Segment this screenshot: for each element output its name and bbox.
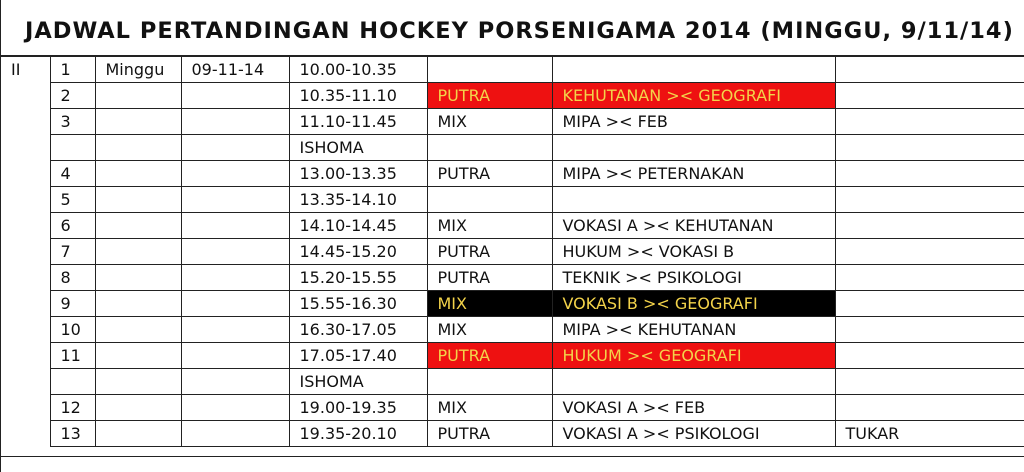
table-row xyxy=(1,187,1024,213)
session-cell xyxy=(1,83,50,109)
day-cell xyxy=(95,317,181,343)
date-cell xyxy=(181,187,289,213)
day-cell xyxy=(95,343,181,369)
page-title: JADWAL PERTANDINGAN HOCKEY PORSENIGAMA 2014 (MINGGU, 9/11/14) xyxy=(1,0,1024,56)
category-cell xyxy=(427,369,552,395)
date-cell xyxy=(181,239,289,265)
match-number-cell: 6 xyxy=(50,213,95,239)
table-row xyxy=(1,369,1024,395)
match-cell: VOKASI A >< FEB xyxy=(552,395,835,421)
note-cell xyxy=(835,83,1024,109)
match-number-cell: 4 xyxy=(50,161,95,187)
match-cell: MIPA >< FEB xyxy=(552,109,835,135)
table-row xyxy=(1,317,1024,343)
date-cell xyxy=(181,213,289,239)
day-cell xyxy=(95,421,181,447)
note-cell xyxy=(835,343,1024,369)
table-row xyxy=(1,291,1024,317)
match-cell: VOKASI A >< KEHUTANAN xyxy=(552,213,835,239)
table-row xyxy=(1,213,1024,239)
time-cell: 10.00-10.35 xyxy=(289,57,427,83)
match-number-cell xyxy=(50,135,95,161)
note-cell xyxy=(835,135,1024,161)
schedule-rows xyxy=(1,57,1024,447)
time-cell: 16.30-17.05 xyxy=(289,317,427,343)
match-cell xyxy=(552,57,835,83)
date-cell xyxy=(181,291,289,317)
session-cell xyxy=(1,187,50,213)
match-number-cell: 11 xyxy=(50,343,95,369)
table-row xyxy=(1,239,1024,265)
match-cell: HUKUM >< GEOGRAFI xyxy=(552,343,835,369)
category-cell xyxy=(427,135,552,161)
category-cell: MIX xyxy=(427,109,552,135)
category-cell: MIX xyxy=(427,395,552,421)
match-cell xyxy=(552,369,835,395)
category-cell: PUTRA xyxy=(427,421,552,447)
note-cell xyxy=(835,161,1024,187)
table-row xyxy=(1,135,1024,161)
date-cell xyxy=(181,421,289,447)
time-cell: ISHOMA xyxy=(289,135,427,161)
date-cell xyxy=(181,109,289,135)
schedule-table xyxy=(1,56,1024,447)
category-cell: MIX xyxy=(427,213,552,239)
match-number-cell: 2 xyxy=(50,83,95,109)
session-cell xyxy=(1,343,50,369)
date-cell xyxy=(181,265,289,291)
category-cell: MIX xyxy=(427,291,552,317)
day-cell: Minggu xyxy=(95,57,181,83)
session-cell xyxy=(1,239,50,265)
match-number-cell: 7 xyxy=(50,239,95,265)
time-cell: 11.10-11.45 xyxy=(289,109,427,135)
day-cell xyxy=(95,369,181,395)
table-row xyxy=(1,395,1024,421)
session-cell xyxy=(1,369,50,395)
note-cell xyxy=(835,239,1024,265)
session-cell xyxy=(1,161,50,187)
match-number-cell: 12 xyxy=(50,395,95,421)
note-cell xyxy=(835,369,1024,395)
table-row xyxy=(1,83,1024,109)
note-cell xyxy=(835,57,1024,83)
time-cell: 19.35-20.10 xyxy=(289,421,427,447)
date-cell xyxy=(181,135,289,161)
note-cell xyxy=(835,317,1024,343)
date-cell xyxy=(181,161,289,187)
note-cell xyxy=(835,213,1024,239)
match-number-cell: 3 xyxy=(50,109,95,135)
category-cell: PUTRA xyxy=(427,343,552,369)
category-cell: PUTRA xyxy=(427,83,552,109)
date-cell xyxy=(181,317,289,343)
day-cell xyxy=(95,187,181,213)
session-cell xyxy=(1,213,50,239)
session-cell xyxy=(1,421,50,447)
session-cell xyxy=(1,135,50,161)
time-cell: 15.20-15.55 xyxy=(289,265,427,291)
note-cell: TUKAR xyxy=(835,421,1024,447)
match-cell xyxy=(552,187,835,213)
day-cell xyxy=(95,265,181,291)
match-cell: TEKNIK >< PSIKOLOGI xyxy=(552,265,835,291)
day-cell xyxy=(95,161,181,187)
match-cell: VOKASI B >< GEOGRAFI xyxy=(552,291,835,317)
match-cell xyxy=(552,135,835,161)
day-cell xyxy=(95,135,181,161)
session-cell xyxy=(1,291,50,317)
category-cell: PUTRA xyxy=(427,239,552,265)
time-cell: 14.45-15.20 xyxy=(289,239,427,265)
match-number-cell: 1 xyxy=(50,57,95,83)
day-cell xyxy=(95,239,181,265)
note-cell xyxy=(835,109,1024,135)
time-cell: 17.05-17.40 xyxy=(289,343,427,369)
day-cell xyxy=(95,213,181,239)
match-cell: MIPA >< KEHUTANAN xyxy=(552,317,835,343)
match-number-cell: 10 xyxy=(50,317,95,343)
date-cell: 09-11-14 xyxy=(181,57,289,83)
category-cell: PUTRA xyxy=(427,265,552,291)
day-cell xyxy=(95,109,181,135)
match-cell: HUKUM >< VOKASI B xyxy=(552,239,835,265)
date-cell xyxy=(181,343,289,369)
day-cell xyxy=(95,291,181,317)
time-cell: 10.35-11.10 xyxy=(289,83,427,109)
date-cell xyxy=(181,395,289,421)
match-number-cell xyxy=(50,369,95,395)
match-number-cell: 5 xyxy=(50,187,95,213)
day-cell xyxy=(95,83,181,109)
category-cell: MIX xyxy=(427,317,552,343)
match-cell: KEHUTANAN >< GEOGRAFI xyxy=(552,83,835,109)
day-cell xyxy=(95,395,181,421)
match-number-cell: 13 xyxy=(50,421,95,447)
bottom-border xyxy=(1,456,1024,457)
session-cell: II xyxy=(1,57,50,83)
session-cell xyxy=(1,265,50,291)
table-row xyxy=(1,421,1024,447)
time-cell: 14.10-14.45 xyxy=(289,213,427,239)
session-cell xyxy=(1,109,50,135)
match-number-cell: 8 xyxy=(50,265,95,291)
table-row xyxy=(1,343,1024,369)
note-cell xyxy=(835,265,1024,291)
match-number-cell: 9 xyxy=(50,291,95,317)
time-cell: 13.00-13.35 xyxy=(289,161,427,187)
category-cell xyxy=(427,187,552,213)
date-cell xyxy=(181,369,289,395)
time-cell: 19.00-19.35 xyxy=(289,395,427,421)
session-cell xyxy=(1,395,50,421)
table-row xyxy=(1,109,1024,135)
match-cell: VOKASI A >< PSIKOLOGI xyxy=(552,421,835,447)
session-cell xyxy=(1,317,50,343)
category-cell xyxy=(427,57,552,83)
match-cell: MIPA >< PETERNAKAN xyxy=(552,161,835,187)
category-cell: PUTRA xyxy=(427,161,552,187)
time-cell: 13.35-14.10 xyxy=(289,187,427,213)
note-cell xyxy=(835,187,1024,213)
table-row xyxy=(1,57,1024,83)
note-cell xyxy=(835,395,1024,421)
time-cell: 15.55-16.30 xyxy=(289,291,427,317)
table-row xyxy=(1,161,1024,187)
table-row xyxy=(1,265,1024,291)
note-cell xyxy=(835,291,1024,317)
time-cell: ISHOMA xyxy=(289,369,427,395)
date-cell xyxy=(181,83,289,109)
